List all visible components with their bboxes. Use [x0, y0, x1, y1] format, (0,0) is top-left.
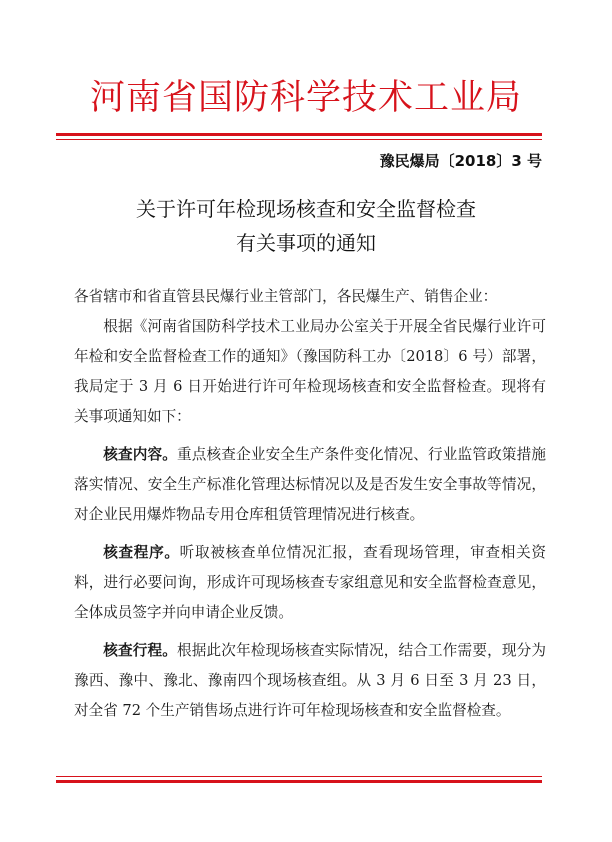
section-paragraph-procedure: [74, 538, 546, 628]
notice-title-line-1: 关于许可年检现场核查和安全监督检查: [136, 197, 476, 221]
section-lead-schedule: 核查行程。: [103, 642, 178, 659]
addressee-line: 各省辖市和省直管县民爆行业主管部门，各民爆生产、销售企业：: [74, 288, 498, 305]
notice-title-line-2: 有关事项的通知: [236, 231, 376, 255]
section-lead-procedure: 核查程序。: [103, 544, 180, 561]
notice-body: [74, 282, 546, 726]
document-number: 豫民爆局〔2018〕3 号: [379, 152, 542, 170]
header-red-rule-thin: [56, 139, 542, 140]
section-text-content: 重点核查企业安全生产条件变化情况、行业监管政策措施落实情况、安全生产标准化管理达标情况以及是否发生安全事故等情况，对企业民用爆炸物品专用仓库租赁管理情况进行核查。: [74, 446, 546, 523]
section-paragraph-schedule: [74, 636, 546, 726]
header-red-rule-thick: [56, 133, 542, 136]
footer-red-rule-thick: [56, 780, 542, 783]
intro-paragraph: 根据《河南省国防科学技术工业局办公室关于开展全省民爆行业许可年检和安全监督检查工作的通知》（豫国防科工办〔2018〕6 号）部署，我局定于 3 月 6 日开始进行许可年检现场核查和安全监督检查。现将有关事项通知如下：: [74, 318, 546, 425]
footer-red-rule-thin: [56, 776, 542, 777]
section-text-procedure: 听取被核查单位情况汇报，查看现场管理，审查相关资料，进行必要问询，形成许可现场核查专家组意见和安全监督检查意见，全体成员签字并向申请企业反馈。: [74, 544, 546, 621]
issuing-authority-title: 河南省国防科学技术工业局: [89, 78, 522, 118]
section-paragraph-content: [74, 440, 546, 530]
section-lead-content: 核查内容。: [103, 446, 178, 463]
section-text-schedule: 根据此次年检现场核查实际情况，结合工作需要，现分为豫西、豫中、豫北、豫南四个现场核查组。从 3 月 6 日至 3 月 23 日，对全省 72 个生产销售场点进行许可年检现场核查和安全监督检查。: [74, 642, 546, 719]
